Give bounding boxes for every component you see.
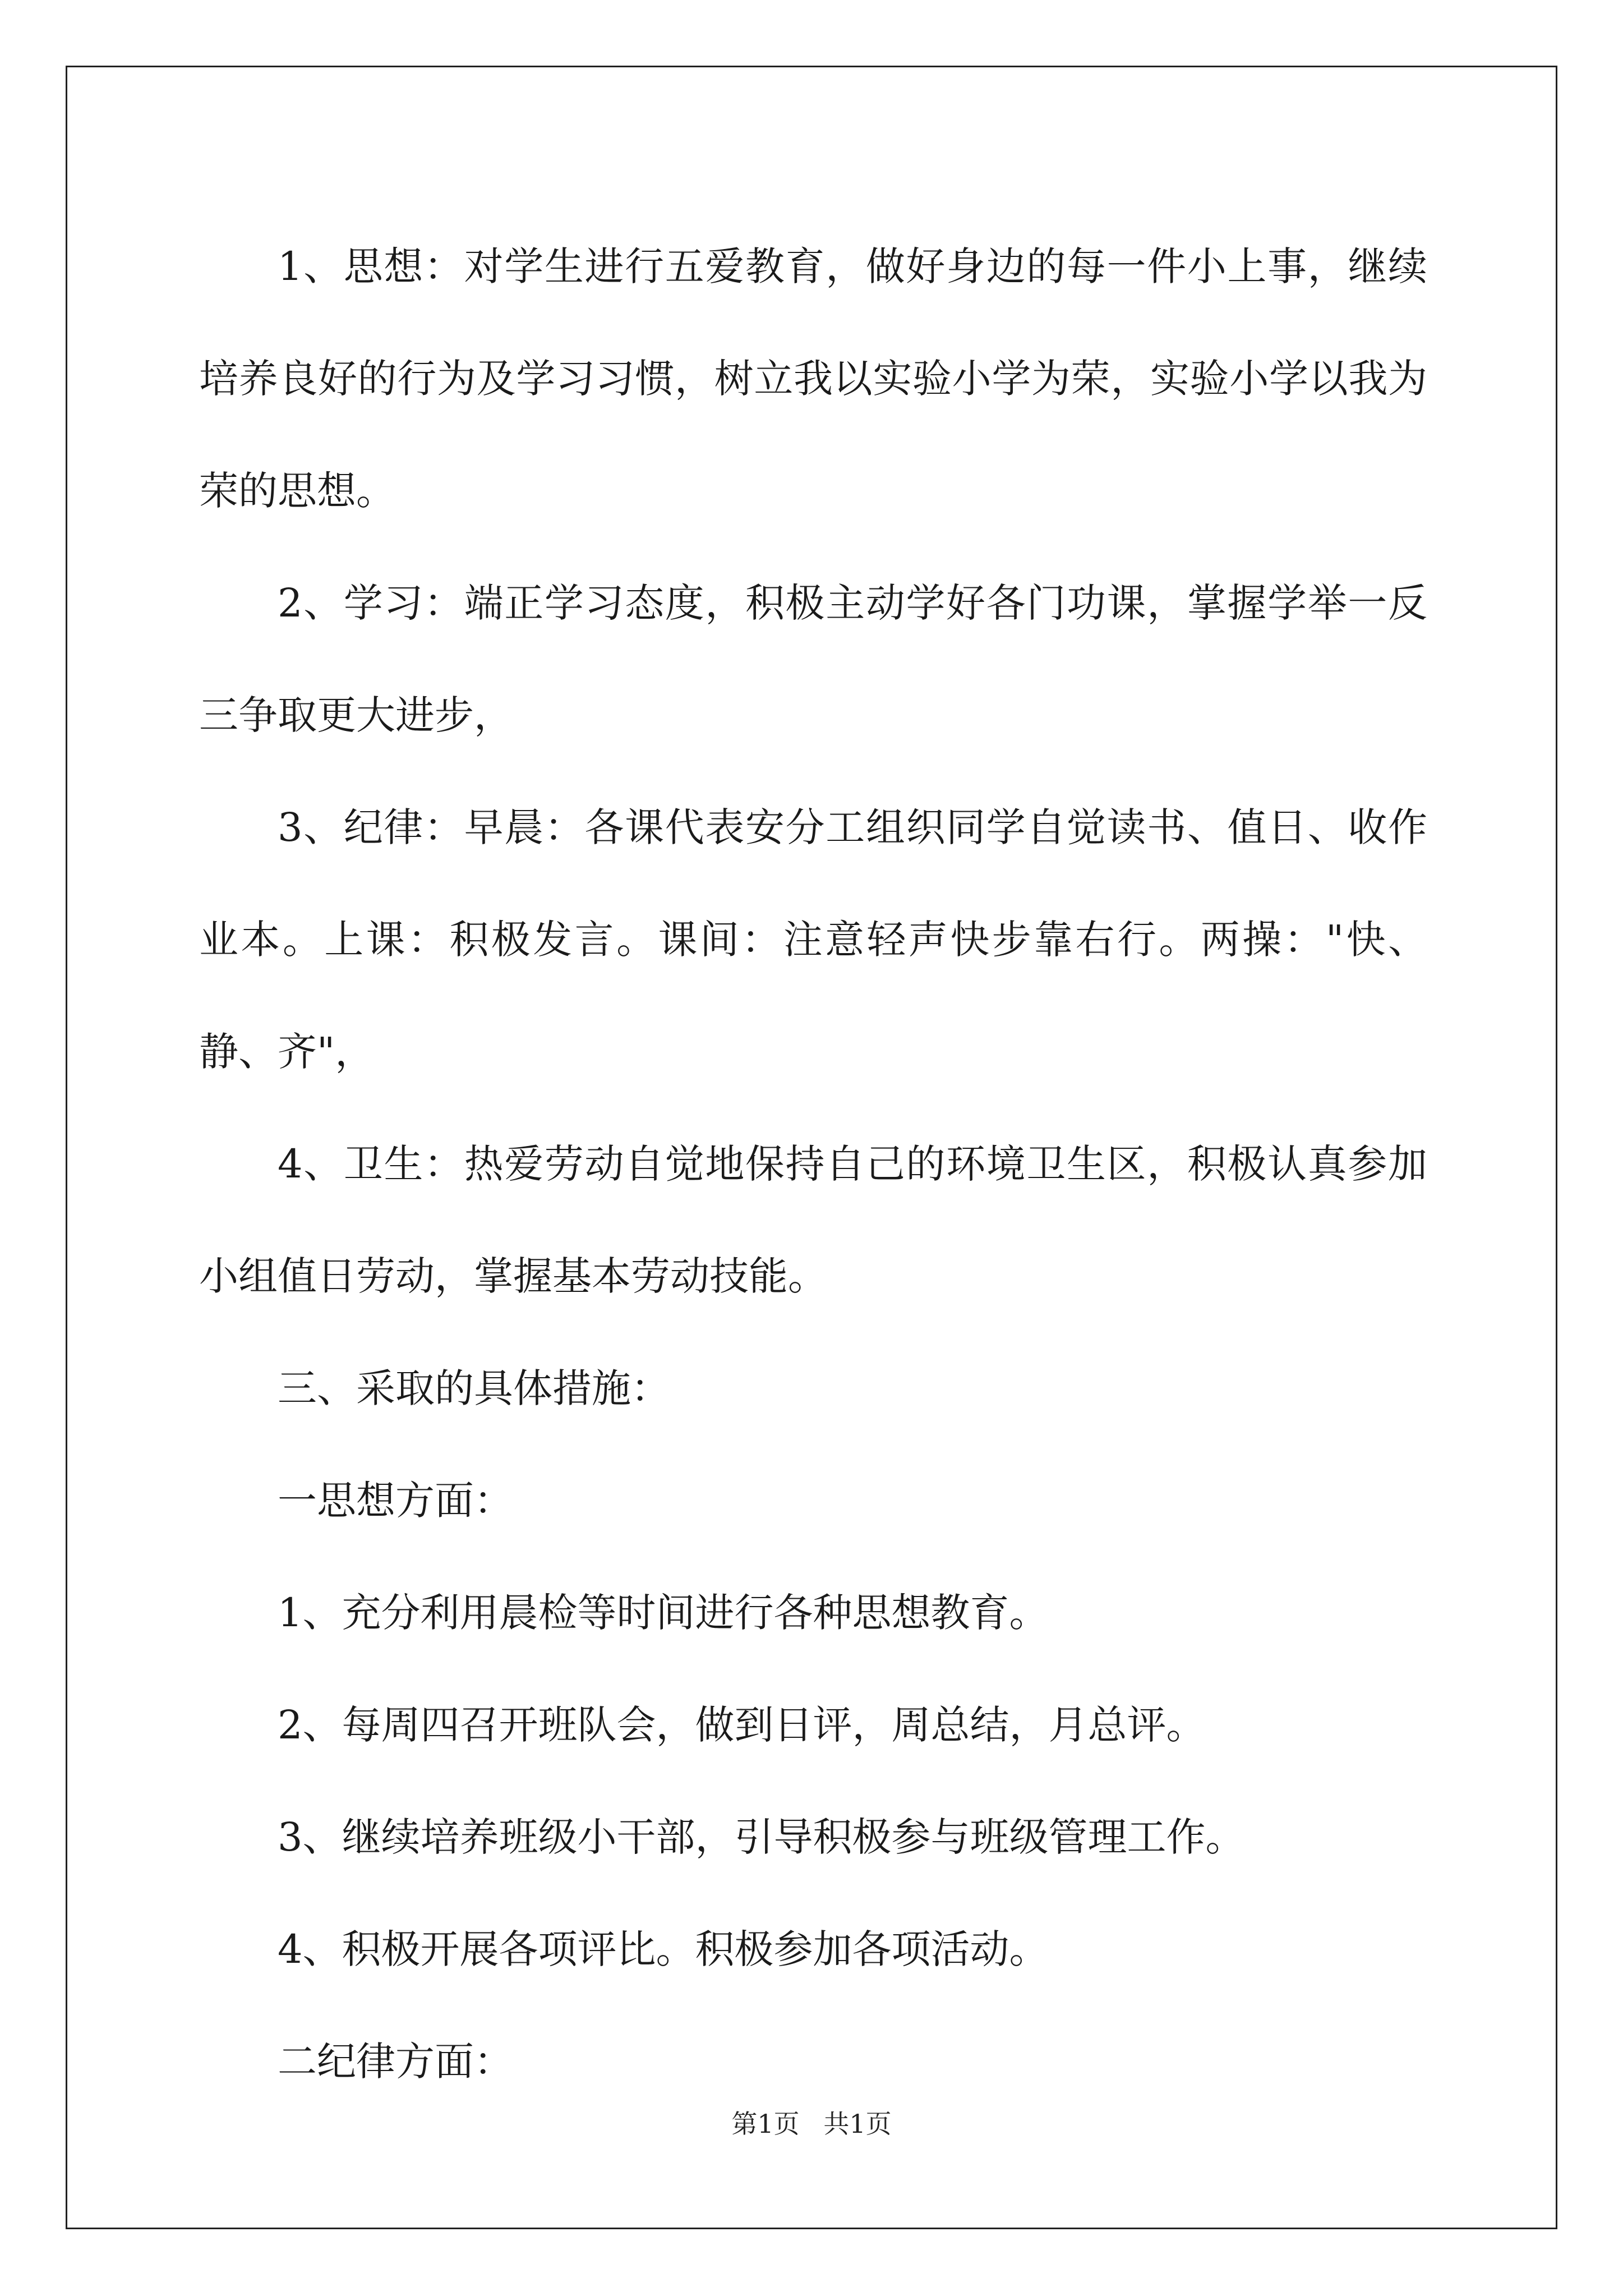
subsection-heading: 二纪律方面： [278, 2039, 513, 2085]
list-item: 4、积极开展各项评比。积极参加各项活动。 [278, 1926, 1049, 1972]
list-item: 3、继续培养班级小干部，引导积极参与班级管理工作。 [278, 1814, 1245, 1860]
page-footer [0, 2104, 1623, 2141]
section-heading: 三、采取的具体措施： [278, 1365, 670, 1411]
page-number-total: 共1页 [823, 2109, 892, 2139]
paragraph: 2、学习：端正学习态度，积极主动学好各门功课，掌握学举一反三争取更大进步， [199, 580, 1427, 738]
list-item: 1、充分利用晨检等时间进行各种思想教育。 [278, 1590, 1049, 1636]
page-number-current: 第1页 [731, 2109, 800, 2139]
document-body [199, 210, 1427, 2118]
paragraph: 4、卫生：热爱劳动自觉地保持自己的环境卫生区，积极认真参加小组值日劳动，掌握基本劳动技能。 [199, 1141, 1427, 1299]
paragraph: 1、思想：对学生进行五爱教育，做好身边的每一件小上事，继续培养良好的行为及学习习惯，树立我以实验小学为荣，实验小学以我为荣的思想。 [199, 243, 1427, 514]
subsection-heading: 一思想方面： [278, 1478, 513, 1524]
paragraph: 3、纪律：早晨：各课代表安分工组织同学自觉读书、值日、收作业本。上课：积极发言。课间：注意轻声快步靠右行。两操："快、静、齐"， [199, 804, 1427, 1075]
list-item: 2、每周四召开班队会，做到日评，周总结，月总评。 [278, 1702, 1206, 1748]
